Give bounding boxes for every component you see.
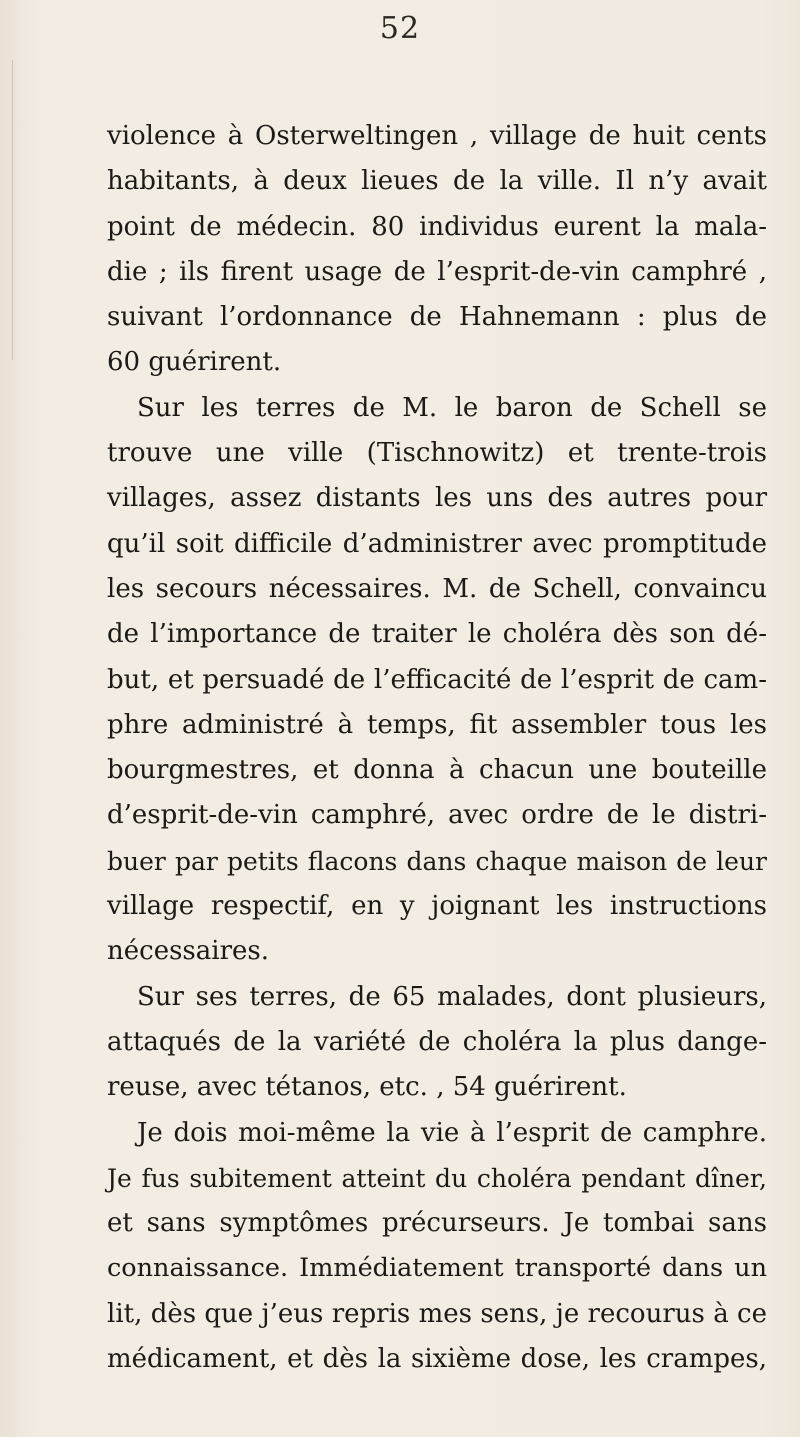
text-line: d’esprit-de-vin camphré, avec ordre de le distri- [107, 800, 767, 831]
text-line: de l’importance de traiter le choléra dès son dé- [107, 619, 767, 650]
text-line: phre administré à temps, fit assembler tous les [107, 709, 767, 740]
text-line: les secours nécessaires. M. de Schell, convaincu [107, 573, 767, 604]
page-number: 52 [379, 11, 421, 46]
text-line: connaissance. Immédiatement transporté dans un [107, 1253, 767, 1284]
text-line: 60 guérirent. [107, 347, 282, 378]
text-line: lit, dès que j’eus repris mes sens, je recourus à ce [107, 1298, 767, 1329]
text-line: reuse, avec tétanos, etc. , 54 guérirent. [107, 1072, 627, 1103]
binding-shadow [12, 60, 13, 360]
text-line: médicament, et dès la sixième dose, les crampes, [107, 1344, 767, 1375]
text-line: trouve une ville (Tischnowitz) et trente-trois [107, 438, 767, 469]
text-line: Je fus subitement atteint du choléra pendant dîner, [107, 1163, 767, 1193]
text-line: violence à Osterweltingen , village de huit cents [107, 121, 767, 151]
text-line: attaqués de la variété de choléra la plus dange- [107, 1026, 767, 1057]
text-line: village respectif, en y joignant les instructions [107, 891, 767, 922]
text-line: bourgmestres, et donna à chacun une bouteille [107, 755, 767, 786]
text-line: Sur ses terres, de 65 malades, dont plusieurs, [137, 981, 767, 1012]
text-line: qu’il soit difficile d’administrer avec promptitude [107, 528, 767, 559]
text-line: die ; ils firent usage de l’esprit-de-vin camphré , [107, 256, 767, 287]
text-line: et sans symptômes précurseurs. Je tombai sans [107, 1208, 767, 1239]
text-line: Je dois moi-même la vie à l’esprit de camphre. [137, 1117, 767, 1148]
text-line: villages, assez distants les uns des autres pour [107, 483, 767, 514]
text-line: nécessaires. [107, 936, 270, 967]
text-line: suivant l’ordonnance de Hahnemann : plus de [107, 302, 767, 333]
body-text [107, 114, 767, 1382]
text-line: Sur les terres de M. le baron de Schell se [137, 392, 767, 423]
text-line: buer par petits flacons dans chaque maison de leur [107, 846, 767, 876]
text-line: but, et persuadé de l’efficacité de l’esprit de cam- [107, 664, 767, 695]
text-line: point de médecin. 80 individus eurent la mala- [107, 211, 767, 242]
text-line: habitants, à deux lieues de la ville. Il n’y avait [107, 166, 767, 197]
